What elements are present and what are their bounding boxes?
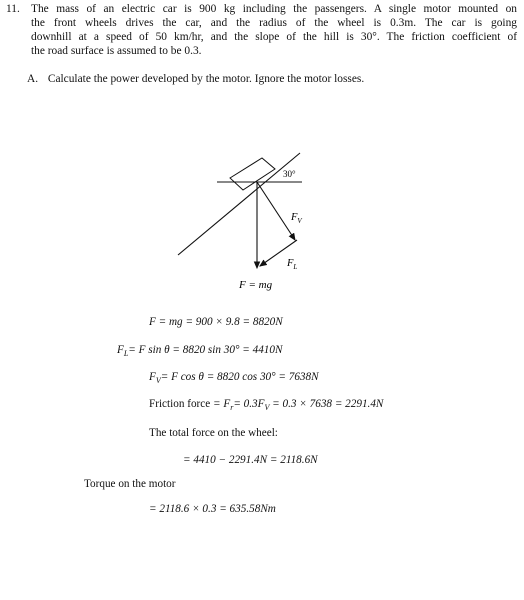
torque-label: Torque on the motor xyxy=(84,478,176,490)
fl-label: $F_L$ xyxy=(287,258,298,271)
eq-torque: = 2118.6 × 0.3 = 635.58Nm xyxy=(149,503,276,515)
problem-line-3: downhill at a speed of 50 km/hr, and the slope of the hill is 30°. The friction coefficient of xyxy=(31,31,517,43)
fv-label: $F_V$ xyxy=(291,212,302,225)
eq-fv: $F_V= F$ cos θ = 8820 cos 30° = 7638N xyxy=(149,371,319,386)
angle-label: 30° xyxy=(283,169,296,179)
problem-line-1: The mass of an electric car is 900 kg including the passengers. A single motor mounted on xyxy=(31,3,517,15)
problem-number: 11. xyxy=(6,3,20,15)
friction-label: Friction force xyxy=(149,398,211,410)
eq-fl: $F_L= F$ sin θ = 8820 sin 30° = 4410N xyxy=(117,344,283,359)
total-force-label: The total force on the wheel: xyxy=(149,427,278,439)
eq-total-force: = 4410 − 2291.4N = 2118.6N xyxy=(183,454,318,466)
problem-line-2: the front wheels drives the car, and the radius of the wheel is 0.3m. The car is going xyxy=(31,17,517,29)
friction-line: Friction force = $F_r= 0.3F_V = 0.3 \times 7638 = 2291.4N$ xyxy=(149,398,384,413)
problem-line-4: the road surface is assumed to be 0.3. xyxy=(31,45,202,57)
fv-vector xyxy=(257,182,295,240)
part-a-label: A. xyxy=(27,73,39,85)
eq-weight: F = mg = 900 × 9.8 = 8820N xyxy=(149,316,283,328)
f-mg-label: F = mg xyxy=(239,279,273,291)
incline-line xyxy=(178,153,300,255)
car-box xyxy=(230,158,275,190)
part-a-text: Calculate the power developed by the motor. Ignore the motor losses. xyxy=(47,73,365,85)
